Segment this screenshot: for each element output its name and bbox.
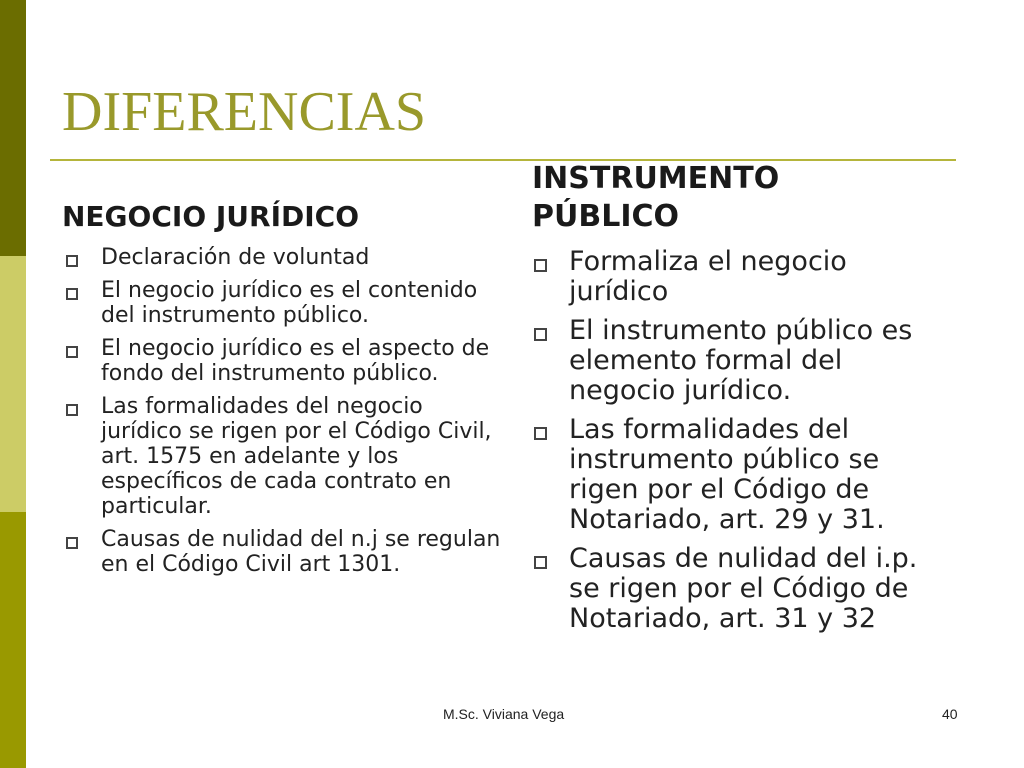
list-item-text: El negocio jurídico es el aspecto de fondo del instrumento público. bbox=[101, 336, 490, 386]
list-item bbox=[532, 544, 952, 634]
square-bullet-icon bbox=[66, 404, 78, 416]
slide-title: DIFERENCIAS bbox=[62, 81, 427, 143]
footer-author: M.Sc. Viviana Vega bbox=[443, 706, 565, 722]
list-item bbox=[62, 527, 502, 577]
sidebar-accent-top bbox=[0, 0, 26, 256]
list-item bbox=[62, 336, 502, 386]
list-item-text: Causas de nulidad del n.j se regulan en el Código Civil art 1301. bbox=[101, 527, 501, 577]
list-item-text: Las formalidades del instrumento público se rigen por el Código de Notariado, art. 29 y 31. bbox=[569, 414, 885, 535]
square-bullet-icon bbox=[534, 427, 547, 440]
list-item-text: El instrumento público es elemento formal del negocio jurídico. bbox=[569, 315, 913, 406]
square-bullet-icon bbox=[534, 556, 547, 569]
list-item bbox=[532, 415, 952, 535]
right-column-list bbox=[532, 247, 952, 643]
left-column-list bbox=[62, 245, 502, 585]
square-bullet-icon bbox=[66, 537, 78, 549]
list-item bbox=[62, 245, 502, 270]
list-item bbox=[532, 247, 952, 307]
square-bullet-icon bbox=[66, 346, 78, 358]
list-item-text: El negocio jurídico es el contenido del instrumento público. bbox=[101, 278, 478, 328]
sidebar-accent-bottom bbox=[0, 512, 26, 768]
square-bullet-icon bbox=[534, 328, 547, 341]
page-number: 40 bbox=[942, 706, 958, 722]
list-item bbox=[62, 278, 502, 328]
square-bullet-icon bbox=[66, 288, 78, 300]
list-item bbox=[62, 394, 502, 519]
list-item bbox=[532, 316, 952, 406]
list-item-text: Las formalidades del negocio jurídico se rigen por el Código Civil, art. 1575 en adelante y los específicos de cada contrato en particular. bbox=[101, 394, 492, 519]
list-item-text: Declaración de voluntad bbox=[101, 245, 370, 270]
list-item-text: Formaliza el negocio jurídico bbox=[569, 246, 847, 307]
square-bullet-icon bbox=[66, 255, 78, 267]
square-bullet-icon bbox=[534, 259, 547, 272]
left-column-heading: NEGOCIO JURÍDICO bbox=[62, 200, 360, 233]
list-item-text: Causas de nulidad del i.p. se rigen por el Código de Notariado, art. 31 y 32 bbox=[569, 543, 918, 634]
sidebar-accent-middle bbox=[0, 256, 26, 512]
right-column-heading: INSTRUMENTO PÚBLICO bbox=[532, 161, 780, 234]
